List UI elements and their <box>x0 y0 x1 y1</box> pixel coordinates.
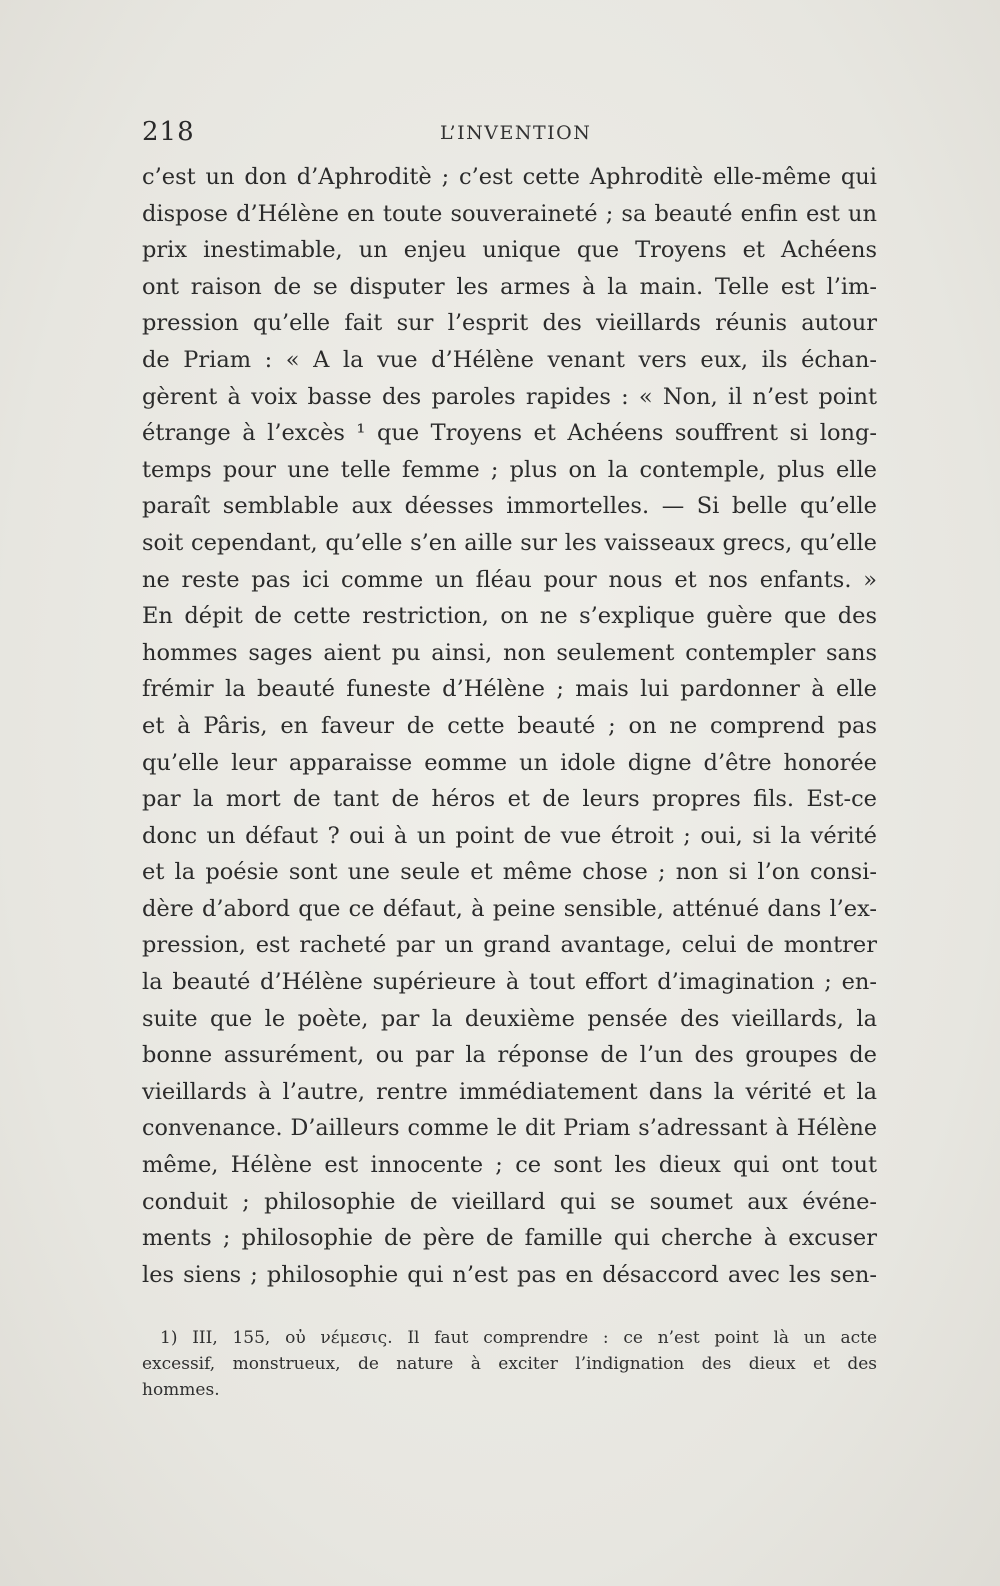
text-line: la beauté d’Hélène supérieure à tout effort d’imagination ; en- <box>142 969 877 996</box>
text-line: qu’elle leur apparaisse eomme un idole digne d’être honorée <box>142 749 877 776</box>
text-line: pression qu’elle fait sur l’esprit des vieillards réunis autour <box>142 310 877 337</box>
footnote-line: hommes. <box>142 1380 220 1400</box>
body-text <box>142 159 877 1293</box>
text-line: même, Hélène est innocente ; ce sont les dieux qui ont tout <box>142 1152 877 1179</box>
text-line: ments ; philosophie de père de famille qui cherche à excuser <box>142 1225 877 1252</box>
text-line: dère d’abord que ce défaut, à peine sensible, atténué dans l’ex- <box>142 895 877 922</box>
running-head <box>440 122 591 144</box>
footnotes <box>142 1325 877 1403</box>
text-line: vieillards à l’autre, rentre immédiatement dans la vérité et la <box>142 1078 877 1105</box>
text-line: étrange à l’excès ¹ que Troyens et Achéens souffrent si long- <box>142 420 877 447</box>
text-line: de Priam : « A la vue d’Hélène venant vers eux, ils échan- <box>142 346 877 373</box>
text-line: par la mort de tant de héros et de leurs propres fils. Est-ce <box>142 786 877 813</box>
text-line: gèrent à voix basse des paroles rapides : « Non, il n’est point <box>142 383 877 410</box>
text-line: hommes sages aient pu ainsi, non seulement contempler sans <box>142 639 877 666</box>
footnote-line: 1) III, 155, οὐ νέμεσις. Il faut comprendre : ce n’est point là un acte <box>160 1328 877 1348</box>
text-line: temps pour une telle femme ; plus on la contemple, plus elle <box>142 456 877 483</box>
text-line: et la poésie sont une seule et même chose ; non si l’on consi- <box>142 859 877 886</box>
text-line: c’est un don d’Aphroditè ; c’est cette Aphroditè elle-même qui <box>142 164 877 190</box>
text-line: conduit ; philosophie de vieillard qui se soumet aux événe- <box>142 1188 877 1215</box>
text-line: donc un défaut ? oui à un point de vue étroit ; oui, si la vérité <box>142 822 877 849</box>
text-line: prix inestimable, un enjeu unique que Troyens et Achéens <box>142 237 877 264</box>
text-line: frémir la beauté funeste d’Hélène ; mais lui pardonner à elle <box>142 676 877 703</box>
text-line: convenance. D’ailleurs comme le dit Priam s’adressant à Hélène <box>142 1115 877 1142</box>
text-line: bonne assurément, ou par la réponse de l’un des groupes de <box>142 1042 877 1069</box>
running-head-text: L’INVENTION <box>440 122 592 144</box>
page-number: 218 <box>142 117 195 147</box>
page-header <box>142 112 877 152</box>
footnote-line: excessif, monstrueux, de nature à exciter l’indignation des dieux et des <box>142 1354 877 1374</box>
text-line: En dépit de cette restriction, on ne s’explique guère que des <box>142 603 877 630</box>
text-line: ont raison de se disputer les armes à la main. Telle est l’im- <box>142 273 877 300</box>
text-line: ne reste pas ici comme un fléau pour nous et nos enfants. » <box>142 566 877 593</box>
text-line: soit cependant, qu’elle s’en aille sur les vaisseaux grecs, qu’elle <box>142 529 877 556</box>
text-line: dispose d’Hélène en toute souveraineté ; sa beauté enfin est un <box>142 200 877 227</box>
text-line: pression, est racheté par un grand avantage, celui de montrer <box>142 932 877 959</box>
text-line: suite que le poète, par la deuxième pensée des vieillards, la <box>142 1005 877 1032</box>
text-line: paraît semblable aux déesses immortelles. — Si belle qu’elle <box>142 493 877 520</box>
text-line: les siens ; philosophie qui n’est pas en désaccord avec les sen- <box>142 1261 877 1288</box>
text-line: et à Pâris, en faveur de cette beauté ; on ne comprend pas <box>142 712 877 739</box>
